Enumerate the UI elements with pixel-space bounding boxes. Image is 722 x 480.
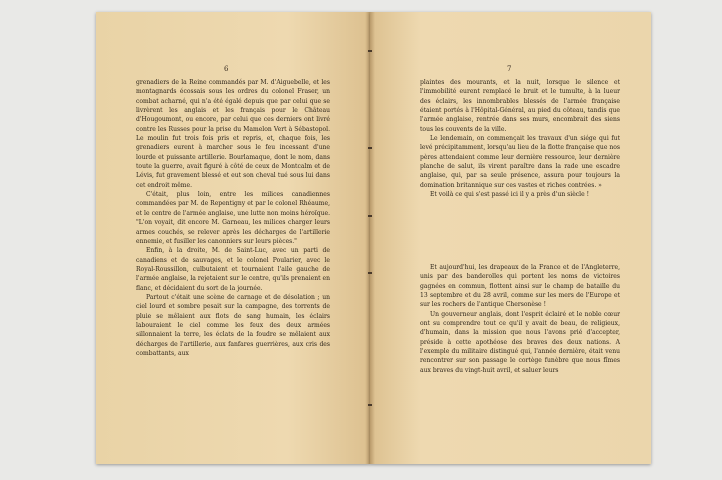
page-number: 7 [507,65,512,73]
right-page-text-bottom [420,263,620,375]
binding-stitch [368,215,372,217]
paragraph: plaintes des mourants, et la nuit, lorsque le silence et l'immobilité eurent remplacé le bruit et le tumulte, à la lueur des éclairs, les innombrables blessés de l'armée française étaient portés à l'Hôpital-Général, au pied du côteau, tandis que l'armée anglaise, rentrée dans ses murs, encombrait des siens tous les couvents de la ville. [420,79,620,133]
binding-stitch [368,50,372,52]
paragraph: Et aujourd'hui, les drapeaux de la France et de l'Angleterre, unis par des banderolles qui portent les noms de victoires gagnées en commun, flottent ainsi sur le champ de bataille du 13 septembre et du 28 avril, comme sur les mers de l'Europe et sur les rochers de l'antique Chersonèse ! [420,264,620,309]
right-page-text-top [420,78,620,199]
paragraph: Un gouverneur anglais, dont l'esprit éclairé et le noble cœur ont su comprendre tout ce qu'il y avait de beau, de religieux, d'humain, dans la mission que nous l'avons prié d'accepter, préside à cette apothéose des braves des deux nations. A l'exemple du militaire distingué qui, l'année dernière, était venu rencontrer sur son passage le cortège funèbre que nous fîmes aux braves du vingt-huit avril, et saluer leurs [420,310,620,374]
paragraph: grenadiers de la Reine commandés par M. d'Aiguebelle, et les montagnards écossais sous les ordres du colonel Fraser, un combat acharné, qui n'a été égalé depuis que par celui que se livrèrent les anglais et les français pour le Château d'Hougoumont, ou encore, par celui que ces derniers ont livré contre les Russes pour la prise du Mamelon Vert à Sébastopol. Le moulin fut trois fois pris et repris, et, chaque fois, les grenadiers eurent à marcher sous le feu incessant d'une lourde et puissante artillerie. Bourlamaque, dont le nom, dans toute la guerre, avait figuré à côté de ceux de Montcalm et de Lévis, fut gravement blessé et eut son cheval tué sous lui dans cet endroit même. [136,79,330,189]
binding-stitch [368,404,372,406]
booklet-spread [96,12,651,464]
right-page [370,12,651,464]
paragraph: C'était, plus loin, entre les milices canadiennes commandées par M. de Repentigny et par le colonel Rhéaume, et le centre de l'armée anglaise, une lutte non moins héroïque. "L'on voyait, dit encore M. Garneau, les milices charger leurs armes couchés, se relever après les décharges de l'artillerie ennemie, et fusiller les canonniers sur leurs pièces." [136,191,330,245]
paragraph: Le lendemain, on commençait les travaux d'un siége qui fut levé précipitamment, lorsqu'au lieu de la flotte française que nos pères attendaient comme leur dernière ressource, leur dernière planche de salut, ils virent paraître dans la rade une escadre anglaise, qui, par sa seule présence, assura pour toujours la domination britannique sur ces vastes et riches contrées. » [420,135,620,189]
paragraph: Partout c'était une scène de carnage et de désolation ; un ciel lourd et sombre pesait sur la campagne, des torrents de pluie se mêlaient aux flots de sang humain, les éclairs labouraient le ciel comme les feux des deux armées sillonnaient la terre, les éclats de la foudre se mêlaient aux décharges de l'artillerie, aux fanfares guerrières, aux cris des combattants, aux [136,293,330,357]
binding-gutter [365,12,375,464]
left-page [96,12,370,464]
paragraph: Enfin, à la droite, M. de Saint-Luc, avec un parti de canadiens et de sauvages, et le colonel Poularier, avec le Royal-Roussillon, culbutaient et tournaient l'aile gauche de l'armée anglaise, la rejetaient sur le centre, qu'ils prenaient en flanc, et décidaient du sort de la journée. [136,247,330,292]
binding-stitch [368,147,372,149]
page-number: 6 [224,65,229,73]
binding-stitch [368,272,372,274]
paragraph: Et voilà ce qui s'est passé ici il y a près d'un siècle ! [430,191,590,199]
left-page-text [136,78,330,358]
